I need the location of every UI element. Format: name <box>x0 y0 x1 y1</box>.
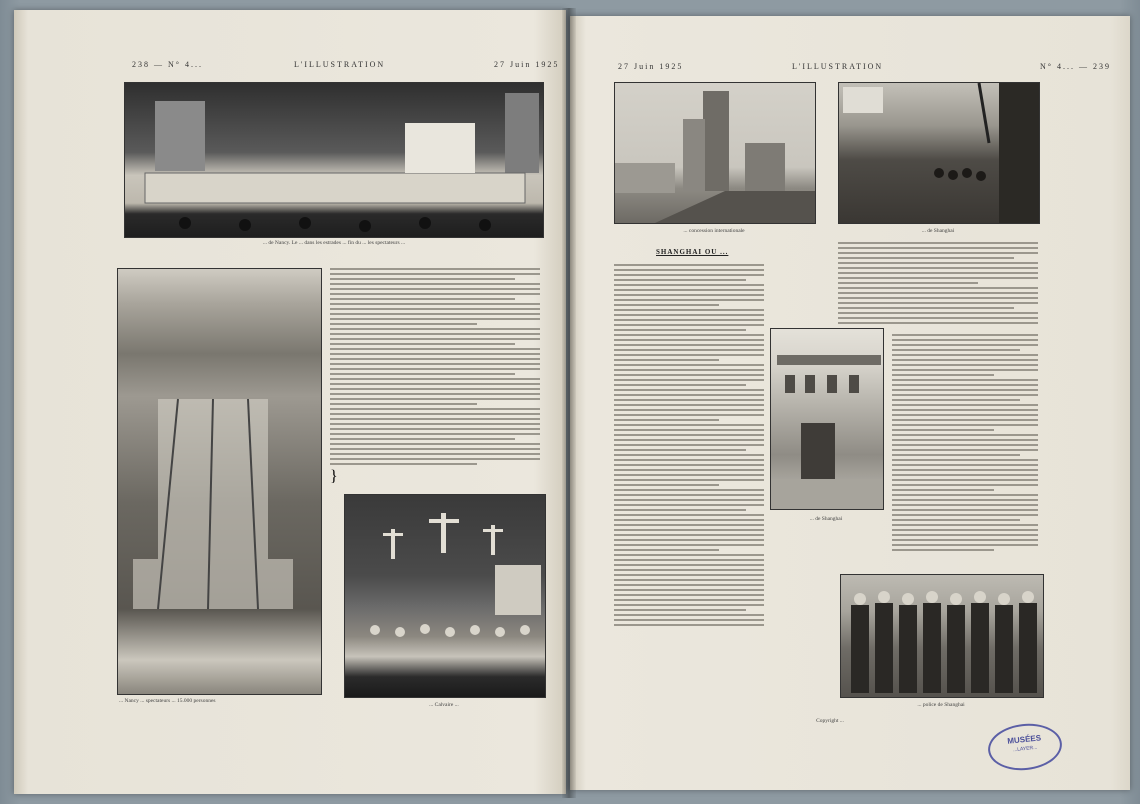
article-text-col1 <box>614 264 764 629</box>
right-page-number: N° 4... — 239 <box>1040 62 1111 71</box>
shanghai-street-photo <box>614 82 816 224</box>
right-running-title: L'ILLUSTRATION <box>792 62 884 71</box>
copyright-note: Copyright ... <box>816 718 844 724</box>
caption-middle: ... de Shanghai <box>809 516 843 522</box>
article-headline: SHANGHAI OU ... <box>656 248 729 256</box>
round-building-photo <box>770 328 884 510</box>
aerial-crowd-photo <box>117 268 322 695</box>
spread-gutter <box>562 8 576 798</box>
article-text-col3 <box>892 334 1038 554</box>
stamp-line1: MUSÉES <box>1006 733 1042 746</box>
caption-top: ... de Nancy. Le ... dans les estrades ... fin du ... les spectateurs ... <box>262 240 406 246</box>
caption-bottom-right: ... Calvaire ... <box>429 702 459 708</box>
left-date: 27 Juin 1925 <box>494 60 560 69</box>
calvary-photo <box>344 494 546 698</box>
left-page-number: 238 — N° 4... <box>132 60 203 69</box>
caption-top-right: ... de Shanghai <box>921 228 955 234</box>
right-page <box>570 16 1130 790</box>
stamp-line2: ...LAYER... <box>1012 744 1038 754</box>
article-text-col2 <box>838 242 1038 327</box>
caption-top-left: ... concession internationale <box>683 228 745 234</box>
caption-bottom-left: ... Nancy ... spectateurs ... 15.000 personnes <box>119 698 216 704</box>
left-running-title: L'ILLUSTRATION <box>294 60 386 69</box>
police-group-photo <box>840 574 1044 698</box>
caption-bottom-right-page: ... police de Shanghai <box>917 702 965 708</box>
left-page <box>14 10 566 794</box>
right-date: 27 Juin 1925 <box>618 62 684 71</box>
article-text-left: } <box>330 268 540 486</box>
shanghai-harbour-photo <box>838 82 1040 224</box>
stage-photo <box>124 82 544 238</box>
